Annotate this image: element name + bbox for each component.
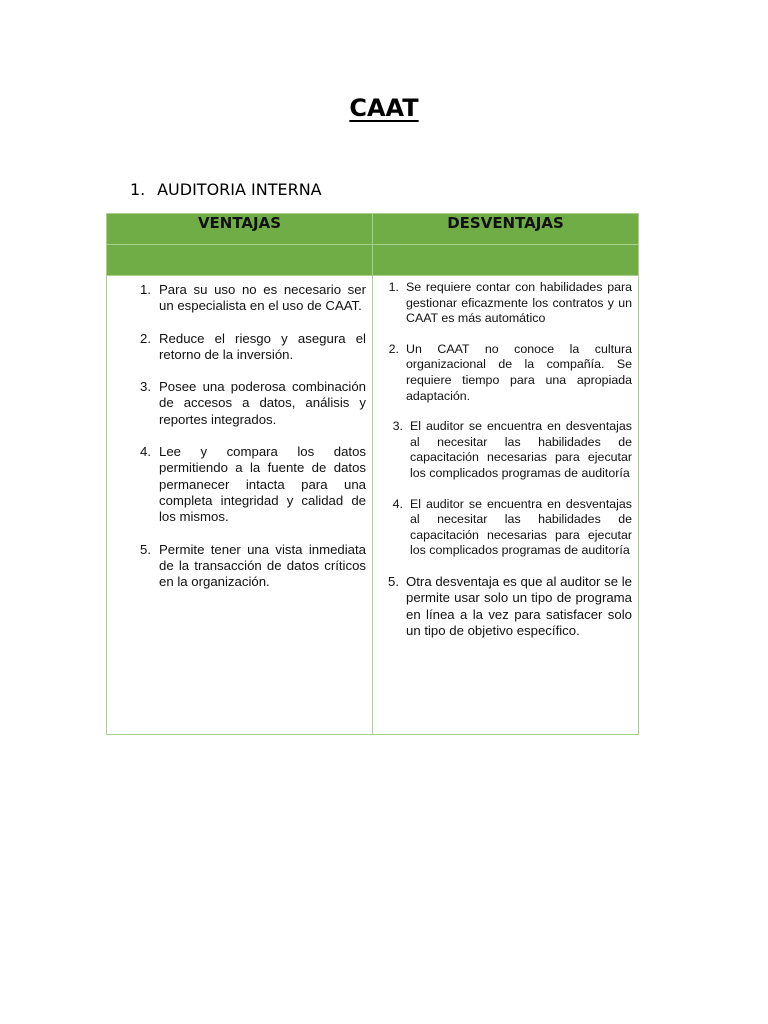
list-item xyxy=(129,379,366,428)
list-item xyxy=(383,342,632,404)
list-item xyxy=(383,497,632,559)
item-number: 5. xyxy=(388,573,399,589)
header-desventajas: DESVENTAJAS xyxy=(373,214,639,245)
document-title: CAAT xyxy=(349,94,419,122)
comparison-table xyxy=(106,213,639,735)
list-item xyxy=(129,331,366,364)
table-header-band xyxy=(107,245,639,276)
item-text: Posee una poderosa combinación de accesos a datos, análisis y reportes integrados. xyxy=(159,379,366,427)
desventajas-list xyxy=(373,276,638,639)
item-number: 5. xyxy=(140,541,151,557)
item-text: Para su uso no es necesario ser un especialista en el uso de CAAT. xyxy=(159,282,366,314)
item-text: Permite tener una vista inmediata de la transacción de datos críticos en la organización. xyxy=(159,541,366,590)
item-text: Otra desventaja es que al auditor se le permite usar solo un tipo de programa en línea a la vez para satisfacer solo un tipo de objetivo específico. xyxy=(406,573,632,638)
item-number: 4. xyxy=(392,496,403,511)
section-number: 1. xyxy=(130,180,146,199)
item-text: Se requiere contar con habilidades para gestionar eficazmente los contratos y un CAAT es más automático xyxy=(406,280,632,326)
desventajas-cell xyxy=(373,276,639,735)
item-number: 4. xyxy=(140,444,151,460)
item-number: 1. xyxy=(388,280,399,294)
item-number: 1. xyxy=(140,282,151,297)
header-ventajas: VENTAJAS xyxy=(107,214,373,245)
section-label: AUDITORIA INTERNA xyxy=(157,180,322,199)
list-item xyxy=(383,280,632,327)
list-item xyxy=(383,574,632,639)
header-band-right xyxy=(373,245,639,276)
ventajas-cell xyxy=(107,276,373,735)
list-item xyxy=(129,542,366,591)
header-band-left xyxy=(107,245,373,276)
item-number: 2. xyxy=(388,341,399,356)
item-text: Lee y compara los datos permitiendo a la fuente de datos permanecer intacta para una completa integridad y calidad de los mismos. xyxy=(159,444,366,525)
table-body-row xyxy=(107,276,639,735)
list-item xyxy=(383,419,632,481)
item-text: El auditor se encuentra en desventajas al necesitar las habilidades de capacitación necesarias para ejecutar los complicados programas de auditoría xyxy=(410,496,632,558)
item-number: 3. xyxy=(140,379,151,395)
list-item xyxy=(129,282,366,315)
item-text: El auditor se encuentra en desventajas al necesitar las habilidades de capacitación necesarias para ejecutar los complicados programas de auditoría xyxy=(410,419,632,480)
item-number: 2. xyxy=(140,330,151,346)
item-number: 3. xyxy=(392,419,403,434)
section-heading xyxy=(130,180,322,199)
list-item xyxy=(129,444,366,525)
ventajas-list xyxy=(107,276,372,590)
item-text: Un CAAT no conoce la cultura organizacional de la compañía. Se requiere tiempo para una apropiada adaptación. xyxy=(406,341,632,403)
item-text: Reduce el riesgo y asegura el retorno de la inversión. xyxy=(159,330,366,362)
table-header-row xyxy=(107,214,639,245)
